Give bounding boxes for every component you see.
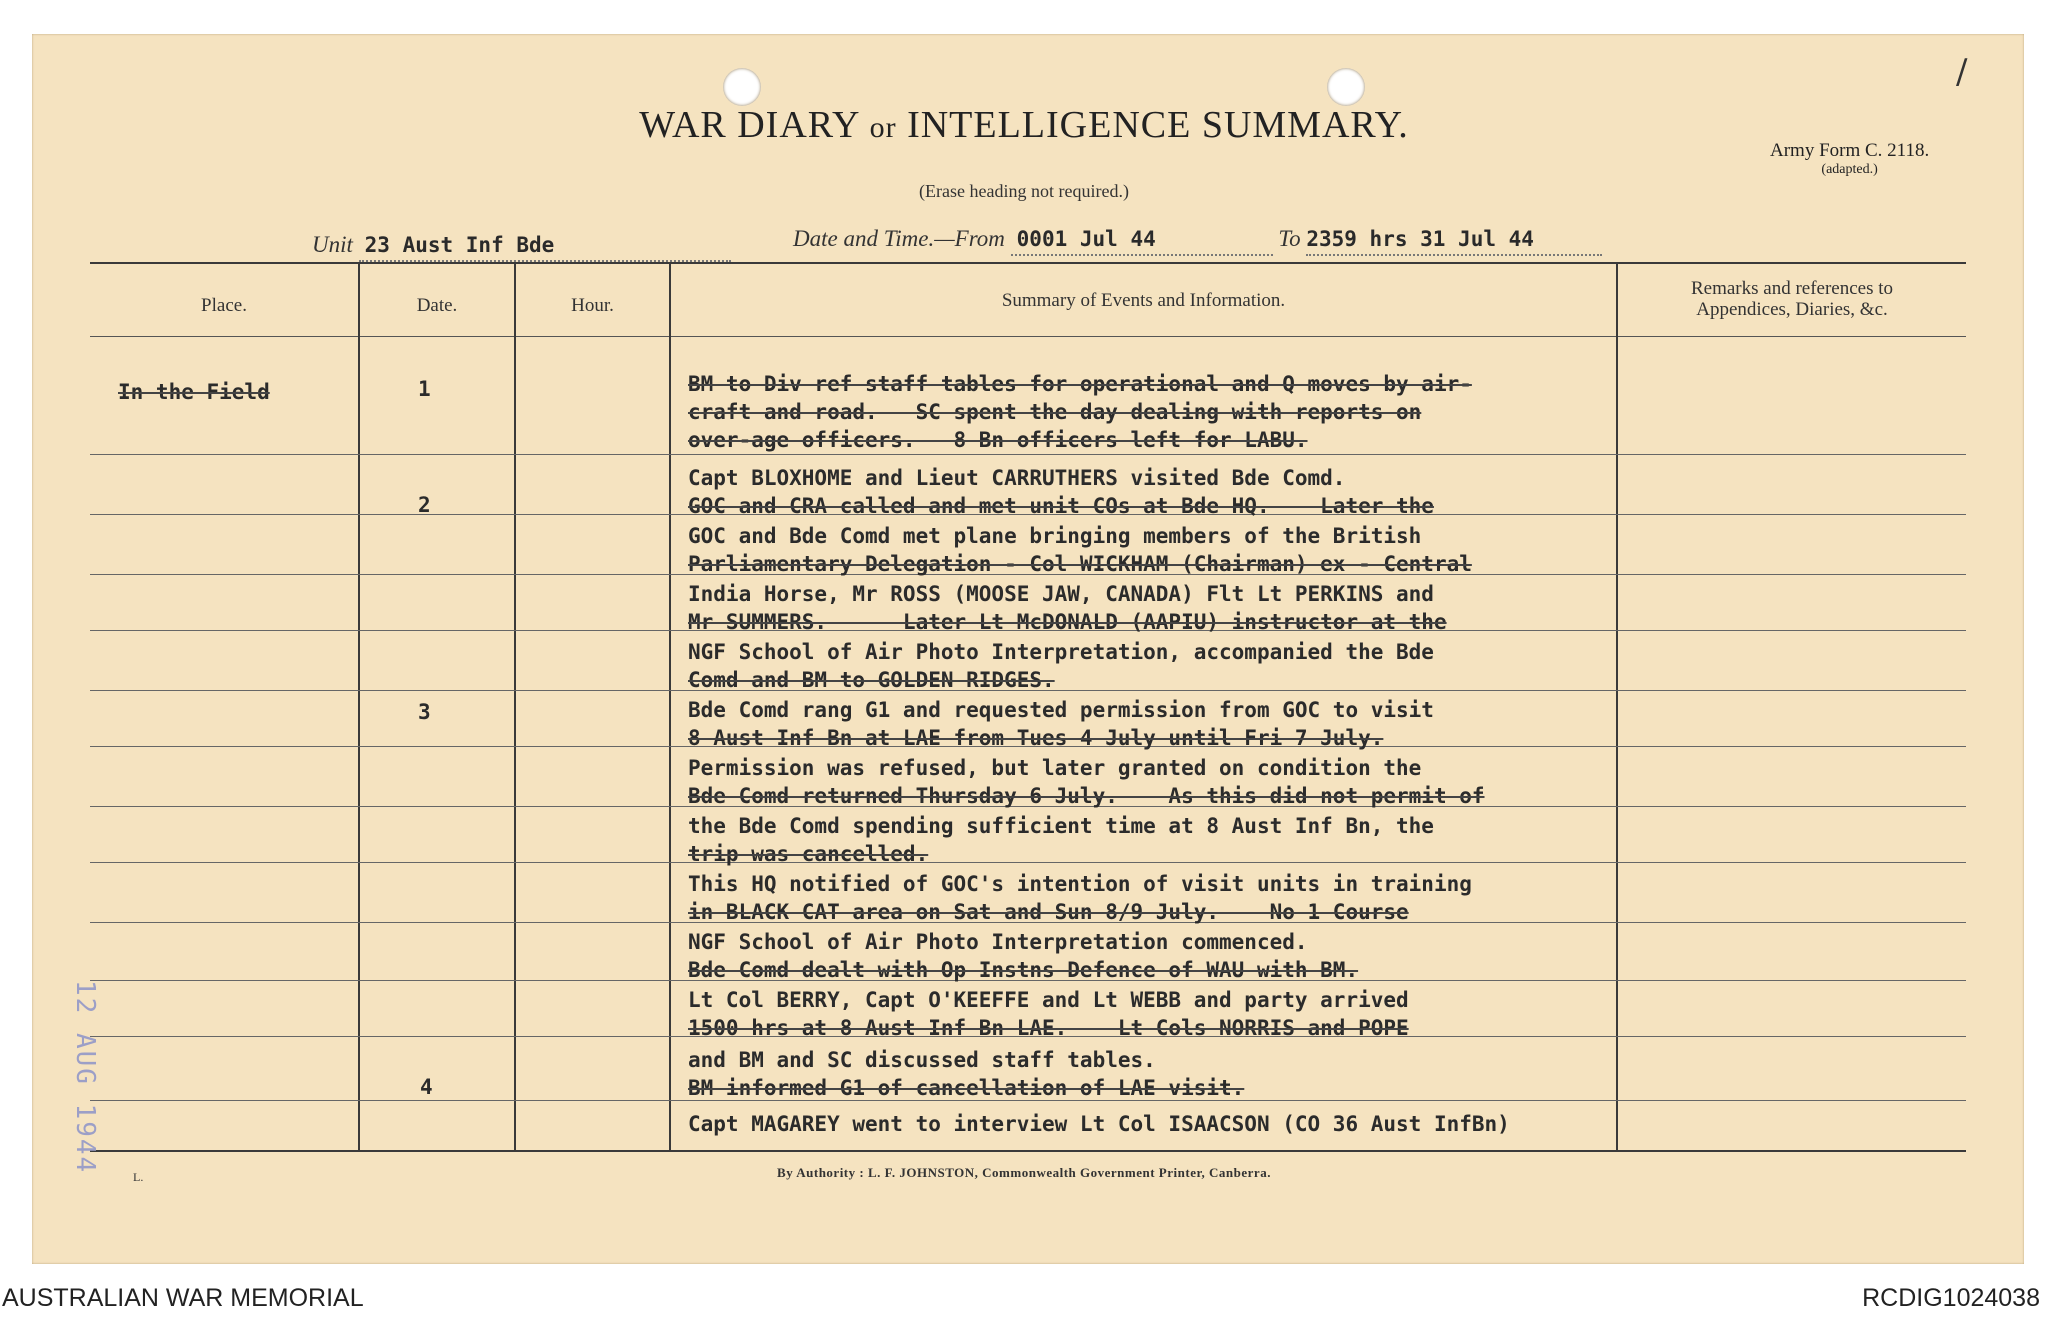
date-entry-2: 2 — [418, 493, 431, 517]
summary-line: 1500 hrs at 8 Aust Inf Bn LAE. Lt Cols NORRIS and POPE — [688, 1016, 1409, 1040]
summary-line: NGF School of Air Photo Interpretation commenced. — [688, 930, 1308, 954]
date-entry-3: 3 — [418, 700, 431, 724]
summary-line: Comd and BM to GOLDEN RIDGES. — [688, 668, 1055, 692]
date-entry-4: 4 — [420, 1075, 433, 1099]
summary-line: Permission was refused, but later granted on condition the — [688, 756, 1422, 780]
summary-line: Capt MAGAREY went to interview Lt Col ISAACSON (CO 36 Aust InfBn) — [688, 1112, 1510, 1136]
column-divider-date — [514, 262, 516, 1150]
page-mark: / — [1956, 52, 1968, 92]
unit-label: Unit — [312, 232, 353, 257]
summary-line: BM to Div ref staff tables for operational and Q moves by air- — [688, 372, 1472, 396]
summary-line: Parliamentary Delegation - Col WICKHAM (Chairman) ex - Central — [688, 552, 1472, 576]
archive-name: AUSTRALIAN WAR MEMORIAL — [2, 1284, 364, 1312]
summary-line: the Bde Comd spending sufficient time at 8 Aust Inf Bn, the — [688, 814, 1434, 838]
to-label: To — [1278, 226, 1301, 251]
summary-line: Bde Comd returned Thursday 6 July. As this did not permit of — [688, 784, 1485, 808]
table-top-border — [90, 262, 1966, 264]
summary-line: 8 Aust Inf Bn at LAE from Tues 4 July until Fri 7 July. — [688, 726, 1384, 750]
title-war-diary: WAR DIARY — [639, 104, 860, 146]
summary-line: Mr SUMMERS. Later Lt McDONALD (AAPIU) instructor at the — [688, 610, 1447, 634]
summary-line: GOC and Bde Comd met plane bringing members of the British — [688, 524, 1422, 548]
column-header-hour: Hour. — [571, 295, 614, 316]
summary-line: Bde Comd rang G1 and requested permission from GOC to visit — [688, 698, 1434, 722]
army-form-note: (adapted.) — [1821, 162, 1878, 177]
summary-line: BM informed G1 of cancellation of LAE visit. — [688, 1076, 1245, 1100]
column-divider-hour — [669, 262, 671, 1150]
ruled-line — [90, 862, 1966, 863]
army-form-number — [1770, 140, 1929, 178]
form-subtitle: (Erase heading not required.) — [919, 181, 1129, 201]
column-divider-summary — [1616, 262, 1618, 1150]
remarks-header-line2: Appendices, Diaries, &c. — [1696, 299, 1888, 320]
footer-mark: L. — [133, 1170, 144, 1184]
date-entry-1: 1 — [418, 377, 431, 401]
column-header-summary: Summary of Events and Information. — [1001, 290, 1286, 311]
summary-line: Lt Col BERRY, Capt O'KEEFFE and Lt WEBB and party arrived — [688, 988, 1409, 1012]
summary-line: and BM and SC discussed staff tables. — [688, 1048, 1156, 1072]
place-entry: In the Field — [118, 380, 270, 404]
summary-line: GOC and CRA called and met unit COs at Bde HQ. Later the — [688, 494, 1434, 518]
ruled-line — [90, 454, 1966, 455]
date-stamp: 12 AUG 1944 — [70, 980, 100, 1175]
summary-line: Bde Comd dealt with Op Instns Defence of WAU with BM. — [688, 958, 1359, 982]
summary-line: over-age officers. 8 Bn officers left for LABU. — [688, 428, 1308, 452]
archive-id: RCDIG1024038 — [1862, 1284, 2040, 1312]
from-value: 0001 Jul 44 — [1016, 227, 1156, 251]
form-title — [0, 103, 2048, 147]
punch-hole-right — [1327, 68, 1365, 106]
unit-field — [312, 232, 731, 262]
column-header-date: Date. — [416, 295, 458, 316]
date-time-label: Date and Time.—From — [793, 226, 1005, 251]
column-header-place: Place. — [201, 295, 247, 316]
to-value: 2359 hrs 31 Jul 44 — [1306, 227, 1534, 251]
summary-line: in BLACK CAT area on Sat and Sun 8/9 July. No 1 Course — [688, 900, 1409, 924]
title-intelligence-summary: INTELLIGENCE SUMMARY. — [907, 104, 1409, 146]
summary-line: trip was cancelled. — [688, 842, 929, 866]
printer-authority: By Authority : L. F. JOHNSTON, Commonwealth Government Printer, Canberra. — [777, 1165, 1271, 1180]
summary-line: NGF School of Air Photo Interpretation, accompanied the Bde — [688, 640, 1434, 664]
summary-line: India Horse, Mr ROSS (MOOSE JAW, CANADA) Flt Lt PERKINS and — [688, 582, 1434, 606]
ruled-line — [90, 1100, 1966, 1101]
punch-hole-left — [723, 68, 761, 106]
table-bottom-border — [90, 1150, 1966, 1152]
summary-line: Capt BLOXHOME and Lieut CARRUTHERS visited Bde Comd. — [688, 466, 1346, 490]
army-form-label: Army Form C. 2118. — [1770, 140, 1930, 161]
summary-line: This HQ notified of GOC's intention of visit units in training — [688, 872, 1472, 896]
date-range-field — [793, 226, 1602, 256]
unit-value: 23 Aust Inf Bde — [364, 233, 555, 257]
title-or: or — [869, 111, 897, 144]
summary-line: craft and road. SC spent the day dealing with reports on — [688, 400, 1422, 424]
header-bottom-border — [90, 336, 1966, 337]
column-divider-place — [358, 262, 360, 1150]
column-header-remarks — [1618, 278, 1966, 320]
remarks-header-line1: Remarks and references to — [1690, 278, 1894, 299]
